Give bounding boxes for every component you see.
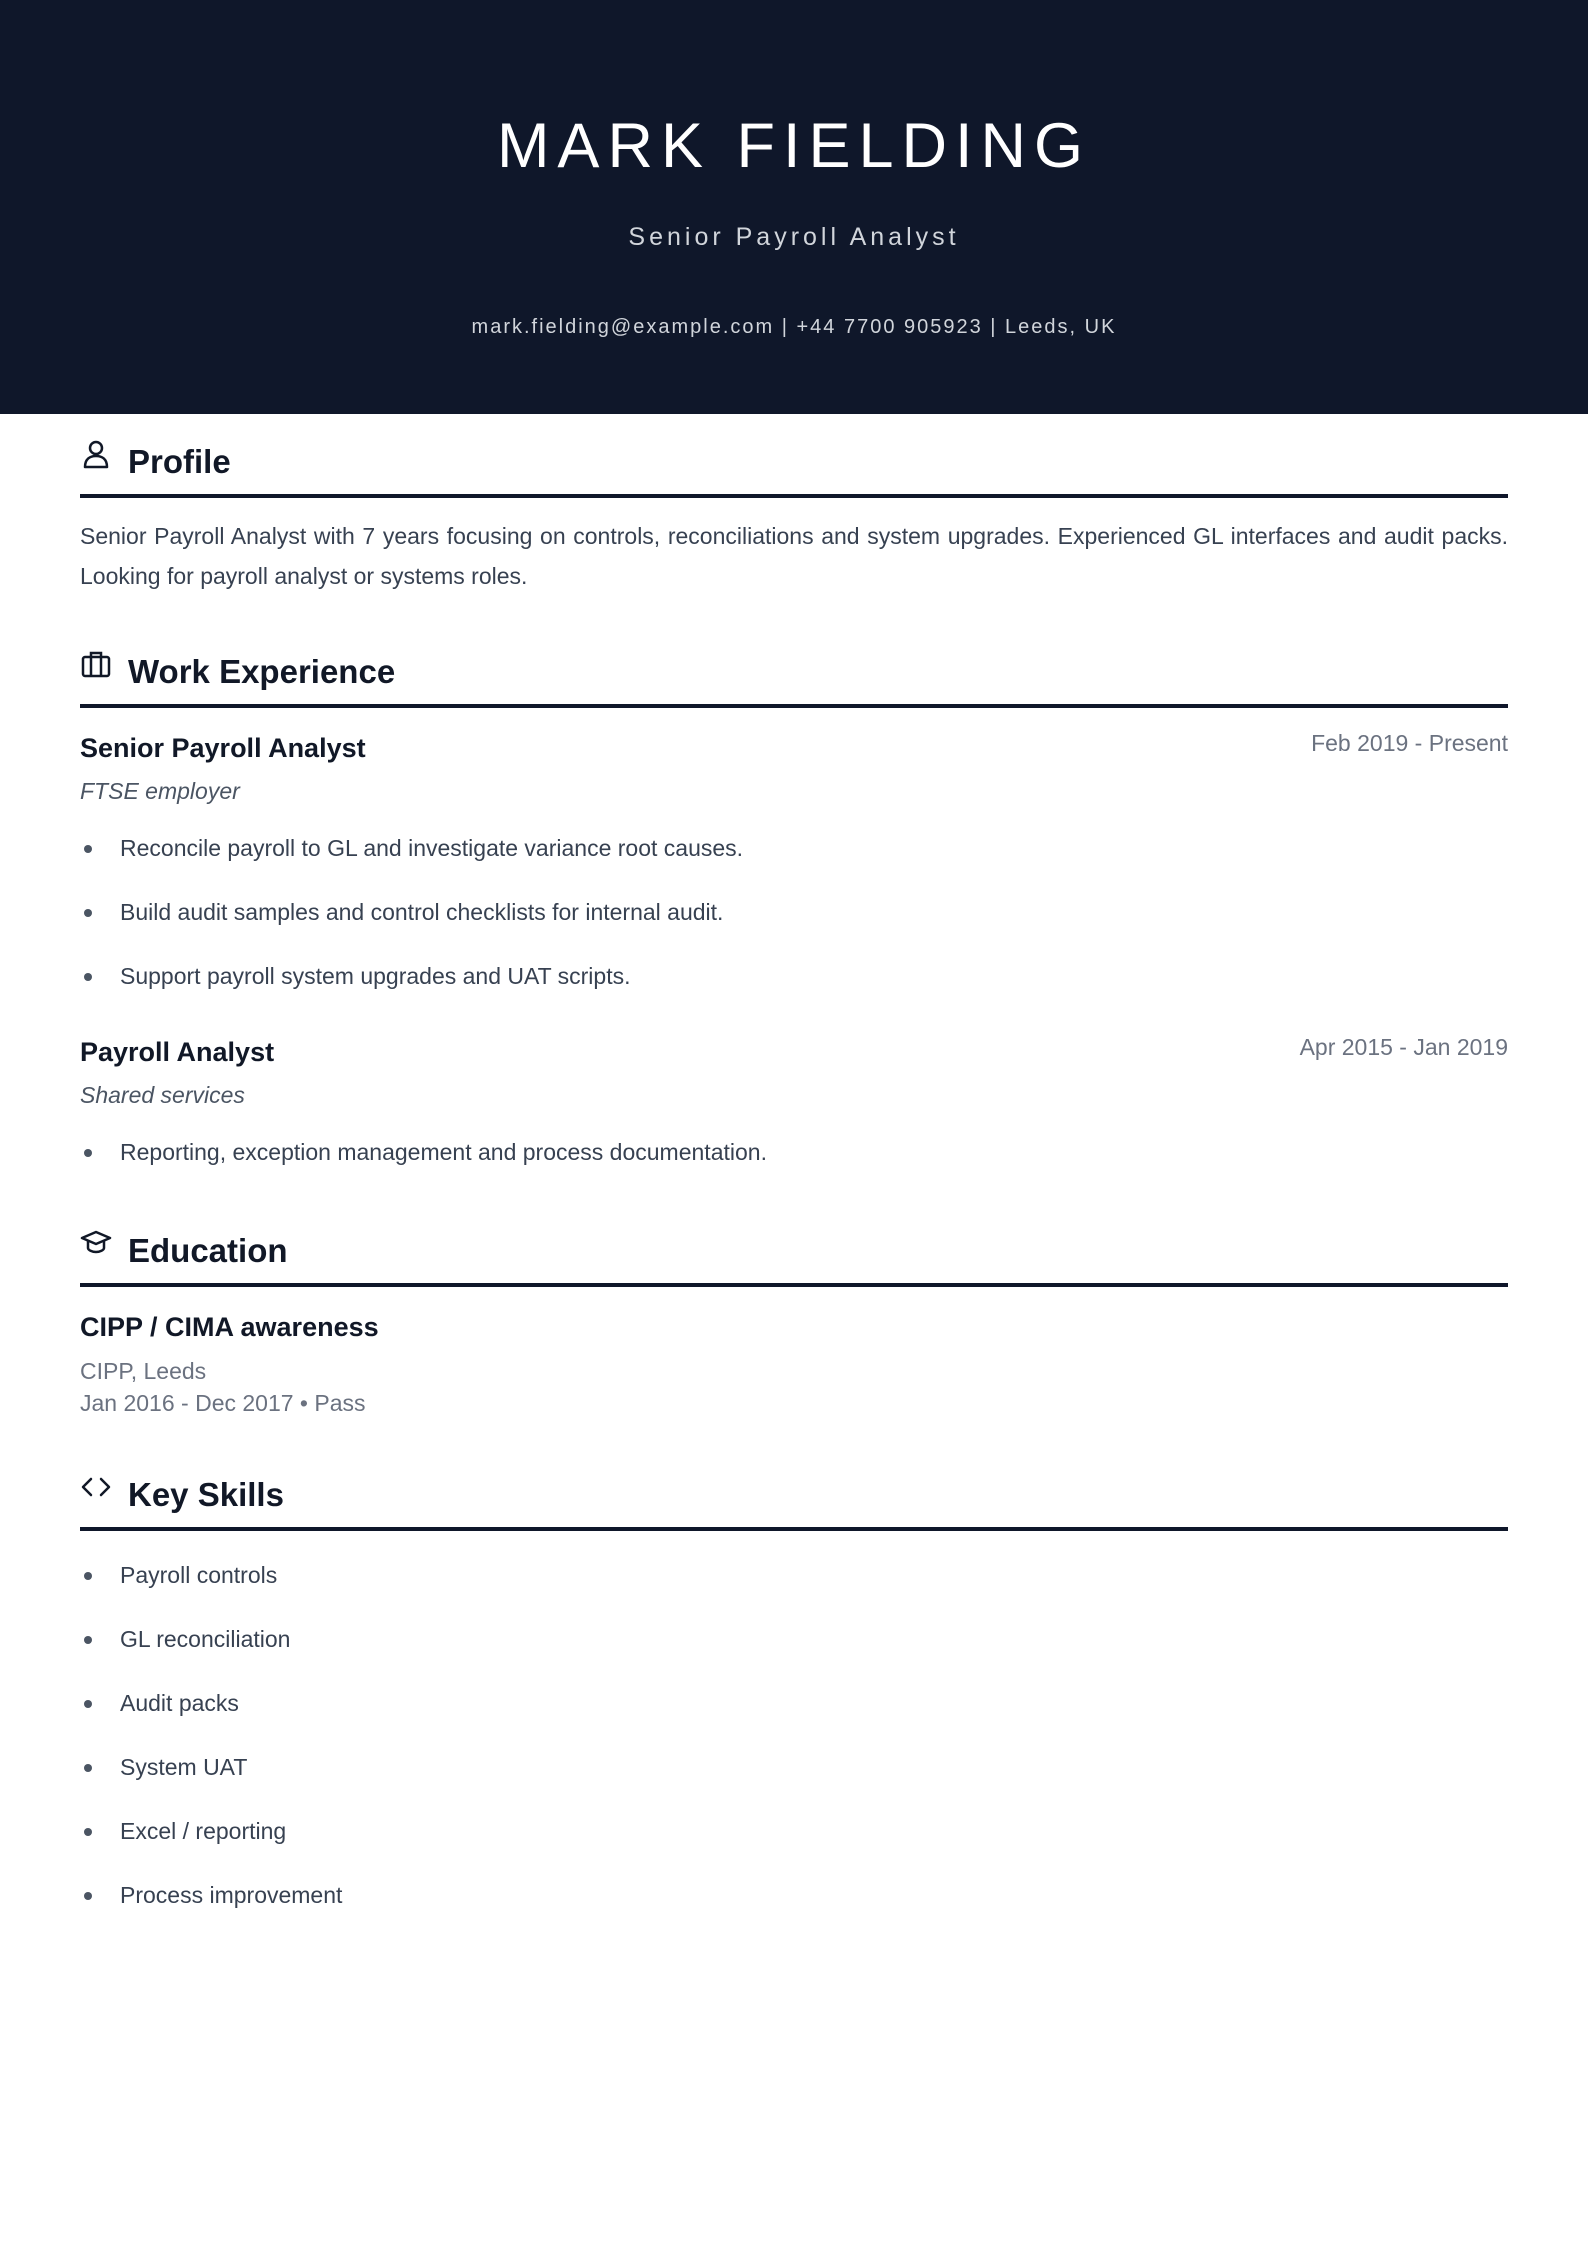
list-item: Reporting, exception management and process documentation. <box>80 1135 1508 1199</box>
list-item: Support payroll system upgrades and UAT scripts. <box>80 959 1508 1023</box>
job-dates: Apr 2015 - Jan 2019 <box>1299 1034 1508 1060</box>
graduation-cap-icon <box>80 1227 112 1259</box>
education-institution: CIPP, Leeds <box>80 1358 207 1384</box>
person-icon <box>80 438 112 470</box>
experience-section-heading <box>80 644 1508 708</box>
job-bullet-list <box>80 1135 1508 1199</box>
job-company: FTSE employer <box>80 778 240 804</box>
job-dates: Feb 2019 - Present <box>1311 730 1508 756</box>
list-item: Audit packs <box>80 1686 1508 1750</box>
skills-section-heading <box>80 1467 1508 1531</box>
job-company: Shared services <box>80 1082 245 1108</box>
job-title: Senior Payroll Analyst <box>80 733 366 763</box>
list-item: Payroll controls <box>80 1558 1508 1622</box>
job-bullet-list <box>80 831 1508 1023</box>
list-item: System UAT <box>80 1750 1508 1814</box>
candidate-name: MARK FIELDING <box>496 111 1092 181</box>
skills-heading: Key Skills <box>128 1476 284 1513</box>
profile-summary: Senior Payroll Analyst with 7 years focusing on controls, reconciliations and system upgrades. Experienced GL interfaces and audit packs. Looking for payroll analyst or systems roles. <box>80 523 1508 589</box>
code-icon <box>80 1471 112 1503</box>
contact-line: mark.fielding@example.com | +44 7700 905923 | Leeds, UK <box>471 316 1117 338</box>
list-item: Excel / reporting <box>80 1814 1508 1878</box>
list-item: Build audit samples and control checklists for internal audit. <box>80 895 1508 959</box>
education-section-heading <box>80 1223 1508 1287</box>
list-item: GL reconciliation <box>80 1622 1508 1686</box>
briefcase-icon <box>80 648 112 680</box>
education-title: CIPP / CIMA awareness <box>80 1312 379 1342</box>
candidate-title: Senior Payroll Analyst <box>628 223 960 251</box>
skills-list <box>80 1558 1508 1942</box>
job-title: Payroll Analyst <box>80 1037 275 1067</box>
profile-section-heading <box>80 434 1508 498</box>
profile-heading: Profile <box>128 443 231 480</box>
list-item: Process improvement <box>80 1878 1508 1942</box>
experience-heading: Work Experience <box>128 653 396 690</box>
education-heading: Education <box>128 1232 288 1269</box>
resume-header <box>0 0 1588 414</box>
education-details: Jan 2016 - Dec 2017 • Pass <box>80 1390 366 1416</box>
list-item: Reconcile payroll to GL and investigate variance root causes. <box>80 831 1508 895</box>
